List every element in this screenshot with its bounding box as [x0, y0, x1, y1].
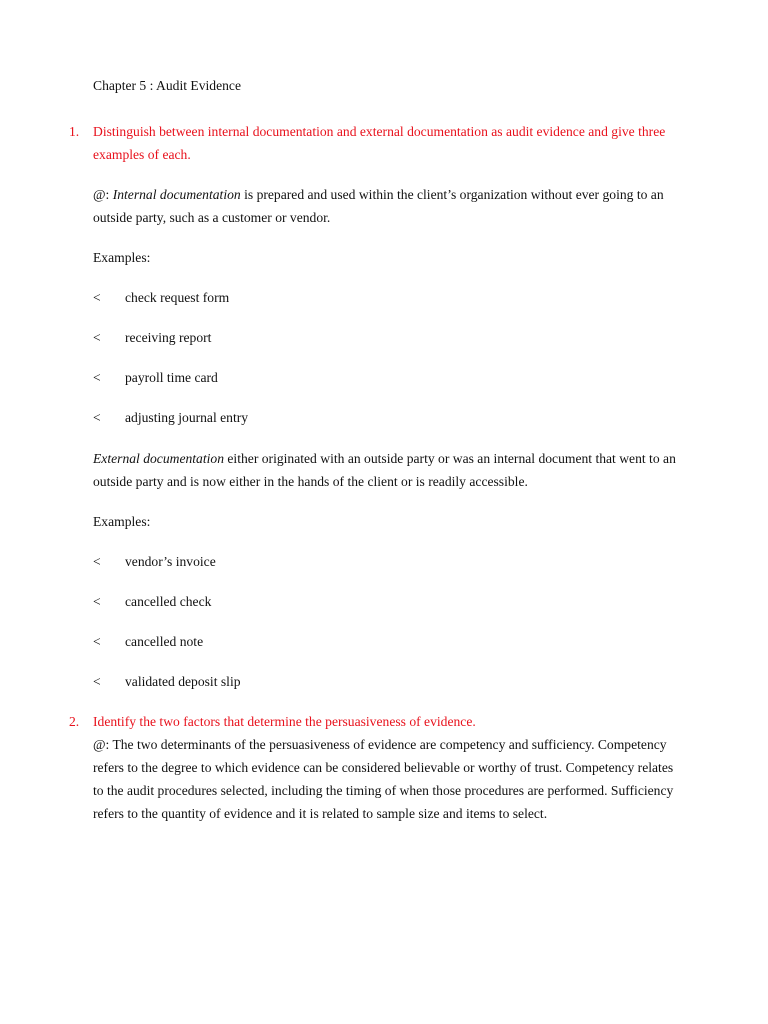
internal-example-item: adjusting journal entry [125, 410, 249, 425]
examples-label-internal: Examples: [93, 250, 151, 265]
external-example-item: cancelled note [125, 634, 204, 649]
bullet-marker: < [93, 634, 101, 649]
external-example-item: validated deposit slip [125, 674, 241, 689]
bullet-marker: < [93, 554, 101, 569]
question-1-text: Distinguish between internal documentation and external documentation as audit evidence and give three examples of each. [93, 124, 666, 162]
question-2-number: 2. [69, 714, 80, 729]
internal-documentation-term: Internal documentation [112, 187, 241, 202]
answer-prefix: @: [93, 187, 113, 202]
internal-example-item: receiving report [125, 330, 212, 345]
external-documentation-definition: either originated with an outside party or was an internal document that went to an outside party and is now either in the hands of the client or is readily accessible. [93, 451, 676, 489]
internal-documentation-definition: is prepared and used within the client’s organization without ever going to an outside party, such as a customer or vendor. [93, 187, 664, 225]
external-example-item: cancelled check [125, 594, 212, 609]
bullet-marker: < [93, 594, 101, 609]
bullet-marker: < [93, 370, 101, 385]
question-2-text: Identify the two factors that determine the persuasiveness of evidence. [93, 714, 476, 729]
examples-label-external: Examples: [93, 514, 151, 529]
internal-example-item: payroll time card [125, 370, 218, 385]
internal-example-item: check request form [125, 290, 230, 305]
bullet-marker: < [93, 290, 101, 305]
chapter-title: Chapter 5 : Audit Evidence [93, 78, 241, 93]
external-documentation-term: External documentation [93, 451, 224, 466]
external-documentation-paragraph [93, 447, 683, 493]
internal-documentation-paragraph [93, 183, 683, 229]
bullet-marker: < [93, 674, 101, 689]
question-2-answer: @: The two determinants of the persuasiveness of evidence are competency and sufficiency. Competency refers to the degree to which evidence can be considered believable or worthy of trust. Competency relates to the audit procedures selected, including the timing of when those procedures are performed. Sufficiency refers to the quantity of evidence and it is related to sample size and items to select. [93, 737, 674, 821]
question-1-number: 1. [69, 124, 80, 139]
bullet-marker: < [93, 410, 101, 425]
external-example-item: vendor’s invoice [125, 554, 216, 569]
bullet-marker: < [93, 330, 101, 345]
